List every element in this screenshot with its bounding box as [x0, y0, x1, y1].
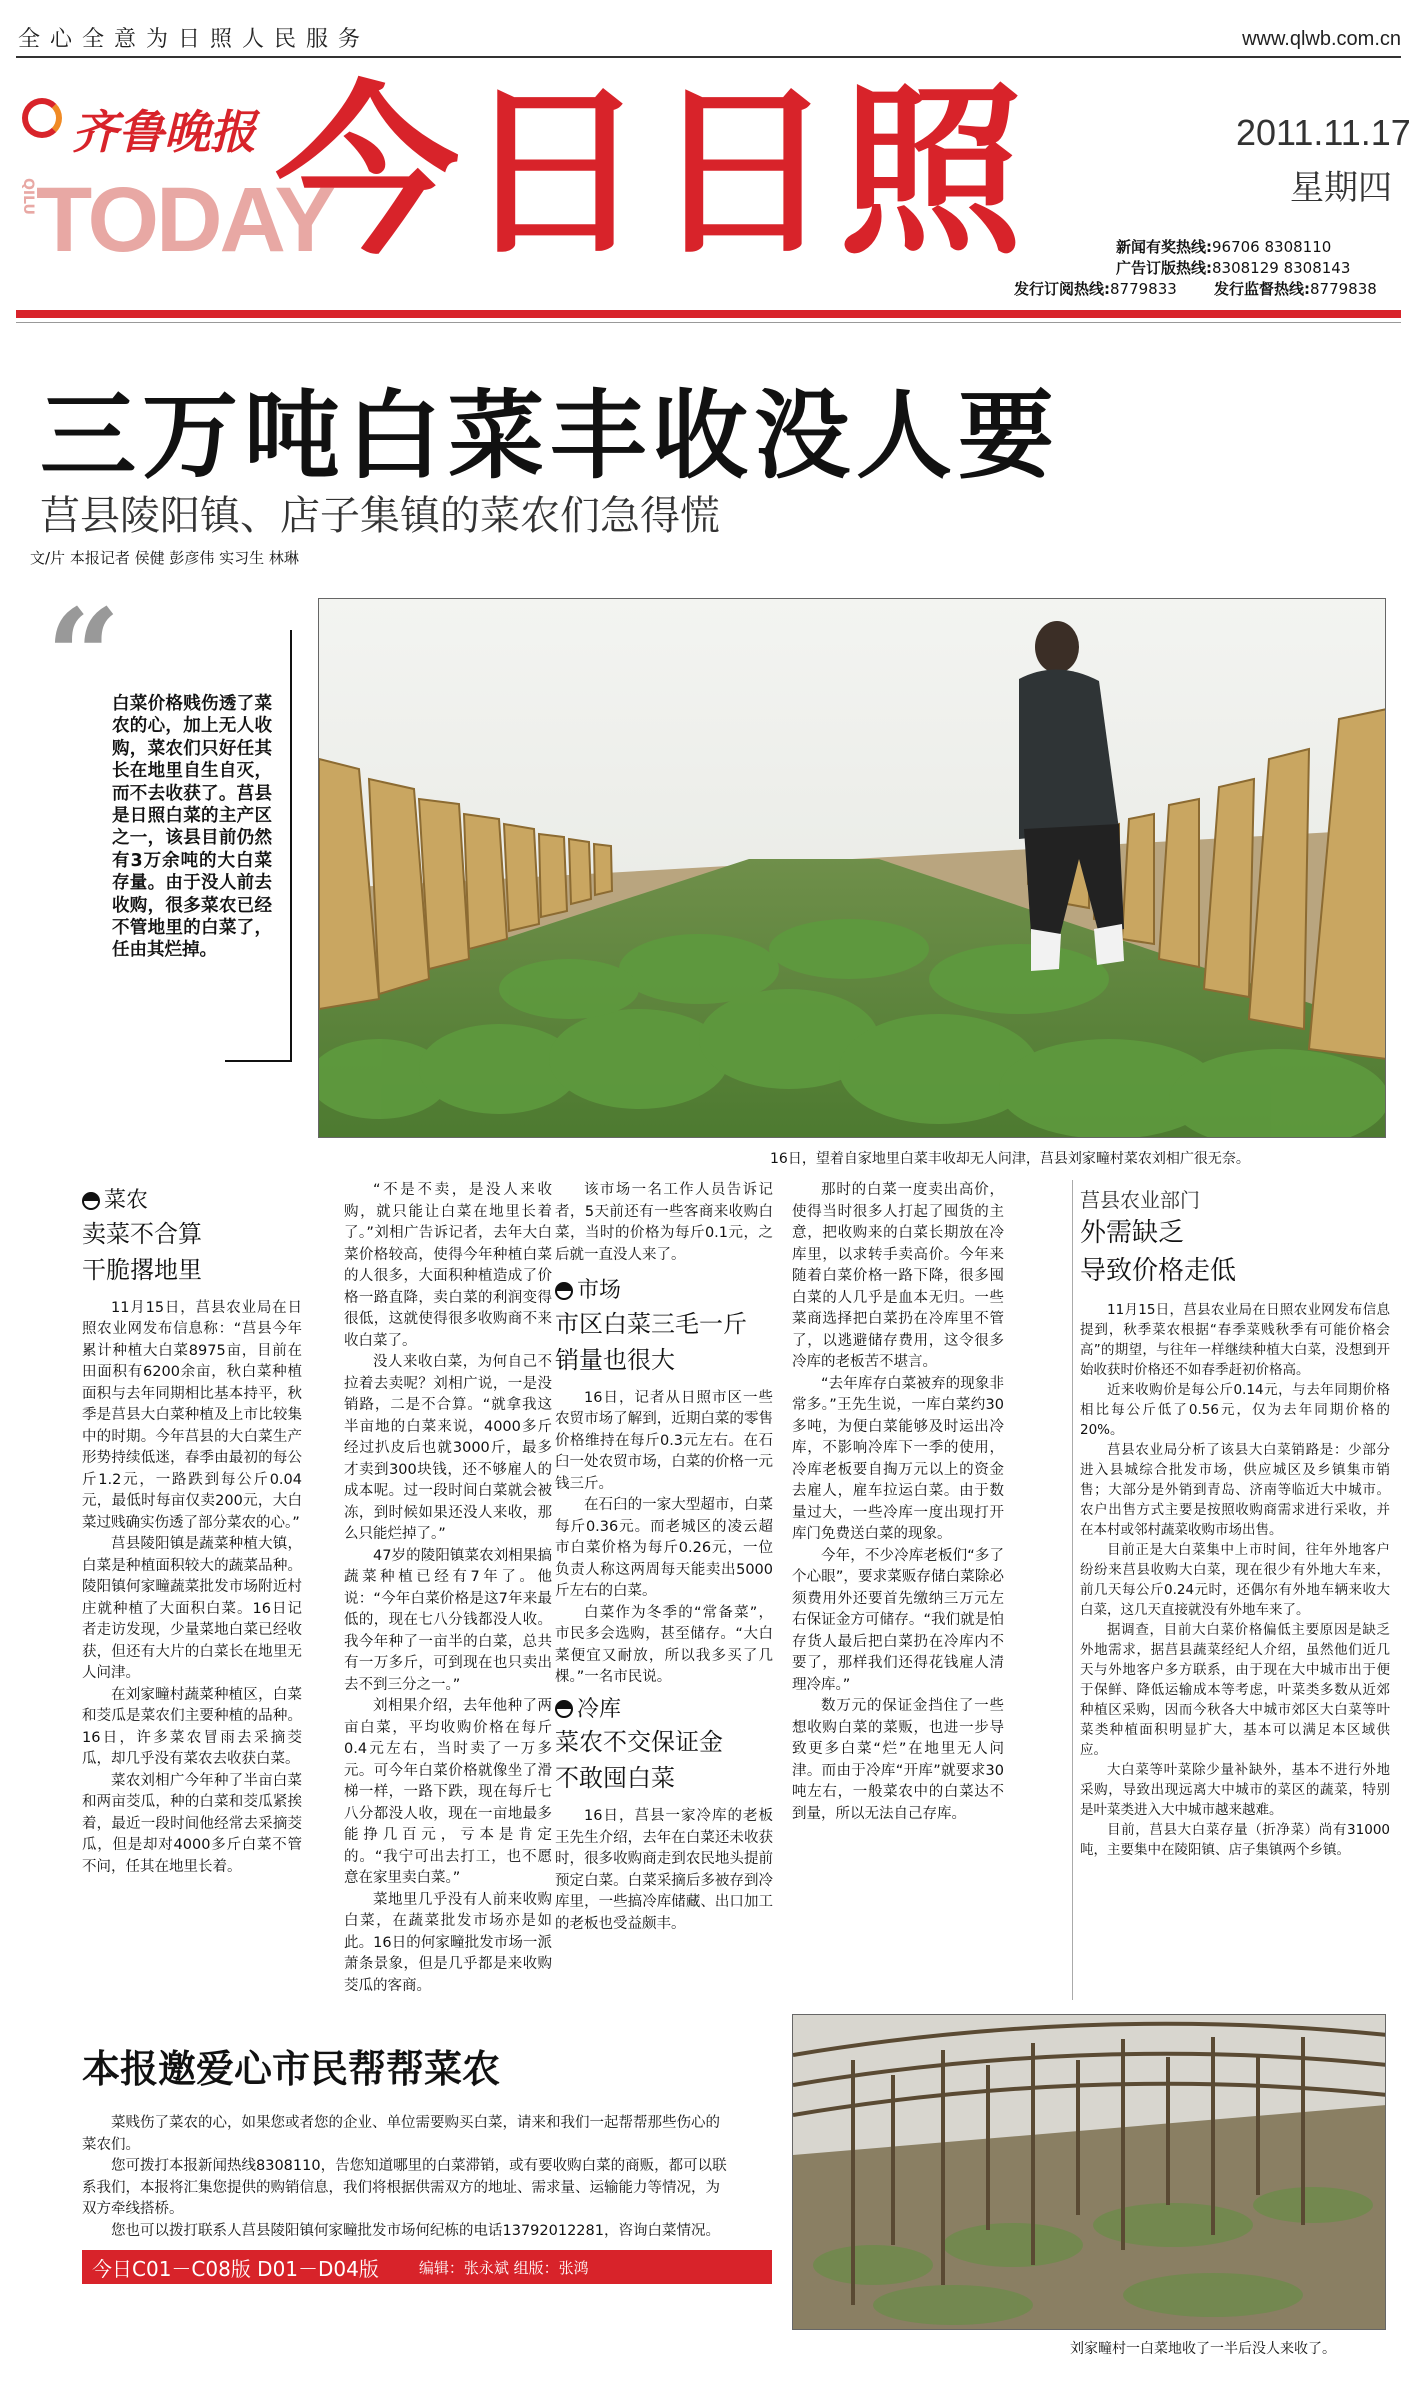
- logo-qilu-wanbao: 齐鲁晚报: [72, 105, 256, 159]
- hotline-supervise: 发行监督热线:8779838: [1214, 280, 1377, 298]
- sidebar-label: 莒县农业部门: [1080, 1188, 1200, 1212]
- column-2: [344, 1180, 552, 1997]
- section-bullet-icon: [555, 1700, 573, 1718]
- logo-today: TODAY: [36, 169, 333, 271]
- section-label: 冷库: [555, 1699, 773, 1721]
- sidebar-divider: [1072, 1180, 1073, 2000]
- hotline-subscribe: 发行订阅热线:8779833: [1014, 280, 1177, 298]
- logo-qilu-small: QILU: [20, 178, 36, 215]
- top-divider: [16, 56, 1401, 58]
- column-1: [82, 1190, 302, 1878]
- paragraph: 47岁的陵阳镇菜农刘相果搞蔬菜种植已经有7年了。他说：“今年白菜价格是这7年来最低的，现在七八分钱都没人收。我今年种了一亩半的白菜，总共有一万多斤，可到现在也只卖出去不到三分之一。”: [344, 1547, 552, 1693]
- header-red-rule: [16, 310, 1401, 318]
- sidebar-column: [1080, 1190, 1390, 1860]
- header-thin-rule: [16, 322, 1401, 323]
- masthead-title: 今日日照: [275, 64, 1028, 280]
- paragraph: 11月15日，莒县农业局在日照农业网发布信息提到，秋季菜农根据“春季菜贱秋季有可能价格会高”的期望，与往年一样继续种植大白菜，没想到开始收获时价格还不如春季赶初价格高。: [1080, 1302, 1390, 1378]
- paragraph: 菜农刘相广今年种了半亩白菜和两亩茭瓜，种的白菜和茭瓜紧挨着，最近一段时间他经常去采摘茭瓜，但是却对4000多斤白菜不管不问，任其在地里长着。: [82, 1772, 302, 1875]
- paragraph: 该市场一名工作人员告诉记者，5天前还有一些客商来收购白菜，当时的价格为每斤0.1元，之后就一直没人来了。: [555, 1182, 773, 1263]
- article-lead: 白菜价格贱伤透了菜农的心，加上无人收购，菜农们只好任其长在地里自生自灭，而不去收获了。莒县是日照白菜的主产区之一，该县目前仍然有3万余吨的大白菜存量。由于没人前去收购，很多菜农已经不管地里的白菜了，任由其烂掉。: [112, 694, 272, 961]
- section-label: 市场: [555, 1280, 773, 1302]
- paragraph: 您可拨打本报新闻热线8308110，告您知道哪里的白菜滞销，或有要收购白菜的商贩，都可以联系我们，本报将汇集您提供的购销信息，我们将根据供需双方的地址、需求量、运输能力等情况，为双方牵线搭桥。: [82, 2158, 727, 2217]
- lead-rule: [290, 630, 292, 1062]
- website: www.qlwb.com.cn: [1242, 28, 1401, 50]
- paragraph: 在刘家疃村蔬菜种植区，白菜和茭瓜是菜农们主要种植的品种。16日，许多菜农冒雨去采摘茭瓜，却几乎没有菜农去收获白菜。: [82, 1686, 302, 1767]
- article-headline: 三万吨白菜丰收没人要: [40, 380, 1060, 492]
- help-title: 本报邀爱心市民帮帮菜农: [82, 2047, 501, 2091]
- hotline-ads: 广告订版热线:8308129 8308143: [1116, 259, 1351, 277]
- paragraph: 16日，莒县一家冷库的老板王先生介绍，去年在白菜还未收获时，很多收购商走到农民地头提前预定白菜。白菜采摘后多被存到冷库里，一些搞冷库储藏、出口加工的老板也受益颇丰。: [555, 1808, 773, 1932]
- paragraph: 莒县农业局分析了该县大白菜销路是：少部分进入县城综合批发市场，供应城区及乡镇集市销售；大部分是外销到青岛、济南等临近大中城市。农户出售方式主要是按照收购商需求进行采收，并在本村或邻村蔬菜收购市场出售。: [1080, 1442, 1390, 1538]
- main-photo: [318, 598, 1386, 1138]
- paragraph: 数万元的保证金挡住了一些想收购白菜的菜贩，也进一步导致更多白菜“烂”在地里无人问津。而由于冷库“开库”就要求30吨左右，一般菜农中的白菜达不到量，所以无法自己存库。: [792, 1698, 1004, 1822]
- paragraph: 在石臼的一家大型超市，白菜每斤0.36元。而老城区的凌云超市白菜价格为每斤0.26元，一位负责人称这两周每天能卖出5000斤左右的白菜。: [555, 1497, 773, 1599]
- edition-bar: [82, 2250, 772, 2284]
- paragraph: 菜贱伤了菜农的心，如果您或者您的企业、单位需要购买白菜，请来和我们一起帮帮那些伤心的菜农们。: [82, 2115, 720, 2153]
- paragraph: 近来收购价是每公斤0.14元，与去年同期价格相比每公斤低了0.56元，仅为去年同期价格的20%。: [1080, 1382, 1390, 1438]
- quote-mark-icon: “: [46, 580, 121, 733]
- paragraph: 刘相果介绍，去年他种了两亩白菜，平均收购价格在每斤0.4元左右，当时卖了一万多元。可今年白菜价格就像坐了滑梯一样，一路下跌，现在每斤七八分都没人收，现在一亩地最多能挣几百元，亏本是肯定的。“我宁可出去打工，也不愿意在家里卖白菜。”: [344, 1698, 552, 1886]
- column-3: [555, 1180, 773, 1935]
- paragraph: 白菜作为冬季的“常备菜”，市民多会选购，甚至储存。“大白菜便宜又耐放，所以我多买了几棵。”一名市民说。: [555, 1604, 773, 1685]
- paragraph: 目前，莒县大白菜存量（折净菜）尚有31000吨，主要集中在陵阳镇、店子集镇两个乡镇。: [1080, 1822, 1390, 1858]
- paragraph: 11月15日，莒县农业局在日照农业网发布信息称：“莒县今年累计种植大白菜8975亩，目前在田面积有6200余亩，秋白菜种植面积与去年同期相比基本持平，秋季是莒县大白菜种植及上市比较集中的时期。今年莒县的大白菜生产形势持续低迷，春季由最初的每公斤1.2元，一路跌到每公斤0.04元，最低时每亩仅卖200元，大白菜过贱确实伤透了部分菜农的心。”: [82, 1299, 302, 1531]
- editor-info: 编辑：张永斌 组版：张鸿: [418, 2258, 589, 2277]
- greenhouse-photo-caption: 刘家疃村一白菜地收了一半后没人来收了。: [1070, 2341, 1336, 2357]
- column-4: [792, 1180, 1004, 1825]
- paragraph: 您也可以拨打联系人莒县陵阳镇何家疃批发市场何纪栋的电话13792012281，咨询白菜情况。: [111, 2222, 720, 2239]
- hotline-news: 新闻有奖热线:96706 8308110: [1116, 238, 1332, 256]
- paragraph: “去年库存白菜被弃的现象非常多。”王先生说，一库白菜约30多吨，为便白菜能够及时运出冷库，不影响冷库下一季的使用，冷库老板要自掏万元以上的资金去雇人，雇车拉运白菜。由于数量过大，一些冷库一度出现打开库门免费送白菜的现象。: [792, 1375, 1004, 1542]
- logo-swirl-icon: [22, 98, 62, 138]
- issue-weekday: 星期四: [1290, 168, 1392, 208]
- section-label: 菜农: [82, 1190, 302, 1212]
- lead-rule: [225, 1060, 292, 1062]
- issue-date: 2011.11.17: [1236, 112, 1411, 153]
- paragraph: 莒县陵阳镇是蔬菜种植大镇，白菜是种植面积较大的蔬菜品种。陵阳镇何家疃蔬菜批发市场附近村庄就种植了大面积白菜。16日记者走访发现，少量菜地白菜已经收获，但还有大片的白菜长在地里无人问津。: [82, 1536, 302, 1681]
- article-byline: 文/片 本报记者 侯健 彭彦伟 实习生 林琳: [30, 549, 299, 567]
- paragraph: 据调查，目前大白菜价格偏低主要原因是缺乏外地需求，据莒县蔬菜经纪人介绍，虽然他们近几天与外地客户多方联系，由于现在大中城市出于便于保鲜、降低运输成本等考虑，叶菜类多数从近郊种植区采购，因而今秋各大中城市郊区大白菜等叶菜类种植面积明显扩大，基本可以满足本区域供应。: [1080, 1622, 1390, 1758]
- paragraph: 16日，记者从日照市区一些农贸市场了解到，近期白菜的零售价格维持在每斤0.3元左右。在石臼一处农贸市场，白菜的价格一元钱三斤。: [555, 1389, 773, 1492]
- help-body: [82, 2113, 732, 2242]
- section-title: 市区白菜三毛一斤 销量也很大: [555, 1309, 747, 1374]
- slogan: 全心全意为日照人民服务: [18, 27, 371, 52]
- paragraph: 目前正是大白菜集中上市时间，往年外地客户纷纷来莒县收购大白菜，现在很少有外地大车来，前几天每公斤0.24元时，还偶尔有外地车辆来收大白菜，这几天直接就没有外地车来了。: [1080, 1542, 1390, 1618]
- paragraph: “不是不卖，是没人来收购，就只能让白菜在地里长着了。”刘相广告诉记者，去年大白菜价格较高，使得今年种植白菜的人很多，大面积种植造成了价格一路直降，卖白菜的利润变得很低，这就使得很多收购商不来收白菜了。: [344, 1182, 552, 1349]
- paragraph: 大白菜等叶菜除少量补缺外，基本不进行外地采购，导致出现远离大中城市的菜区的蔬菜，特别是叶菜类进入大中城市越来越难。: [1080, 1762, 1390, 1818]
- help-box: [30, 2020, 778, 2242]
- article-subhead: 莒县陵阳镇、店子集镇的菜农们急得慌: [40, 493, 720, 539]
- main-photo-caption: 16日，望着自家地里白菜丰收却无人问津，莒县刘家疃村菜农刘相广很无奈。: [770, 1151, 1250, 1167]
- section-title: 卖菜不合算 干脆撂地里: [82, 1219, 202, 1284]
- section-bullet-icon: [555, 1282, 573, 1300]
- edition-info: 今日C01－C08版 D01－D04版: [92, 2256, 379, 2281]
- paragraph: 今年，不少冷库老板们“多了个心眼”，要求菜贩存储白菜除必须费用外还要首先缴纳三万元左右保证金方可储存。“我们就是怕存货人最后把白菜扔在冷库内不要了，那样我们还得花钱雇人清理冷库。”: [792, 1547, 1004, 1693]
- greenhouse-photo: [792, 2014, 1386, 2330]
- section-bullet-icon: [82, 1192, 100, 1210]
- section-title: 菜农不交保证金 不敢囤白菜: [555, 1728, 723, 1792]
- sidebar-title: 外需缺乏 导致价格走低: [1080, 1218, 1237, 1286]
- paragraph: 菜地里几乎没有人前来收购白菜，在蔬菜批发市场亦是如此。16日的何家疃批发市场一派萧条景象，但是几乎都是来收购茭瓜的客商。: [344, 1891, 552, 1994]
- paragraph: 没人来收白菜，为何自己不拉着去卖呢？刘相广说，一是没销路，二是不合算。“就拿我这半亩地的白菜来说，4000多斤经过扒皮后也就3000斤，最多才卖到300块钱，还不够雇人的成本呢。过一段时间白菜就会被冻，到时候如果还没人来收，那么只能烂掉了。”: [344, 1354, 552, 1542]
- paragraph: 那时的白菜一度卖出高价，使得当时很多人打起了囤货的主意，把收购来的白菜长期放在冷库里，以求转手卖高价。今年来随着白菜价格一路下降，很多囤白菜的人几乎是血本无归。一些菜商选择把白菜扔在冷库里不管了，以逃避储存费用，这令很多冷库的老板苦不堪言。: [792, 1182, 1004, 1370]
